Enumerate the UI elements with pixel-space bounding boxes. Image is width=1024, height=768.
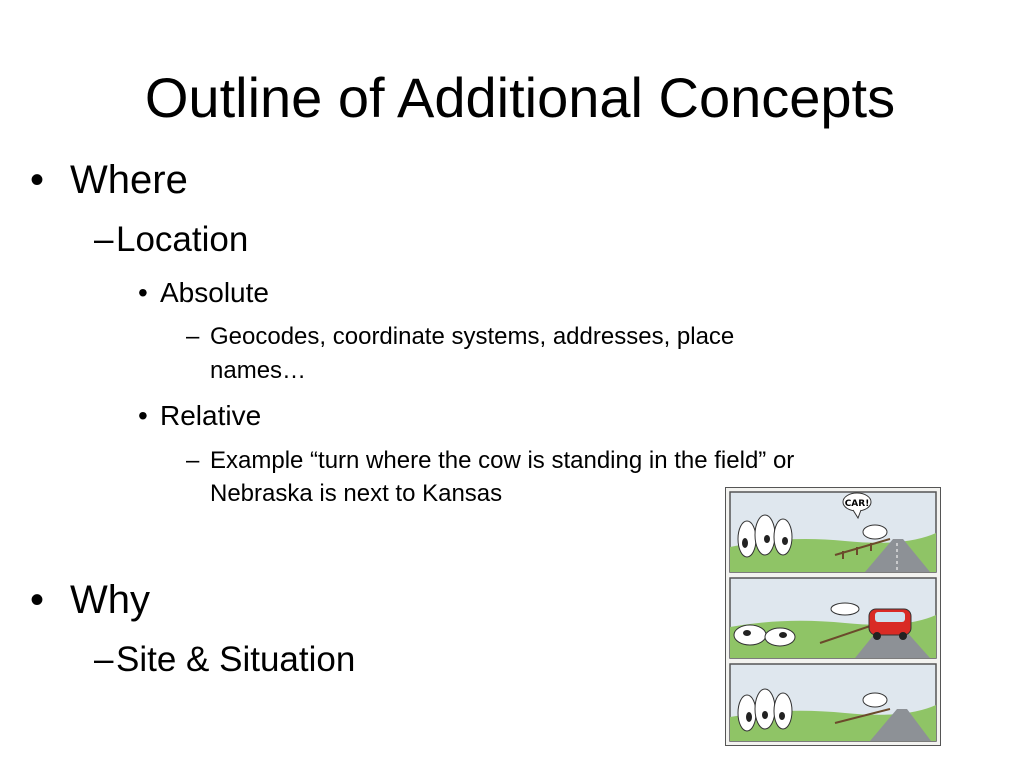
bullet-why: Why	[70, 578, 150, 622]
subbullet-absolute: Absolute	[160, 277, 269, 308]
bullet-marker: •	[30, 578, 45, 622]
red-car	[869, 609, 911, 640]
bullet-where: Where	[70, 158, 188, 202]
bullet-marker: •	[30, 158, 45, 202]
relative-detail-line-1: Example “turn where the cow is standing in the field” or	[210, 447, 795, 474]
speech-bubble-text: CAR!	[844, 499, 870, 509]
subbullet-relative: Relative	[160, 400, 262, 431]
absolute-detail-line-2: names…	[210, 357, 307, 384]
comic-panel-1	[730, 492, 936, 572]
dash-marker: –	[94, 220, 114, 259]
comic-panel-3	[730, 664, 936, 741]
subbullet-site-situation: Site & Situation	[116, 640, 356, 679]
cow-comic-strip	[725, 487, 941, 746]
dash-marker: –	[94, 640, 114, 679]
relative-detail-line-2: Nebraska is next to Kansas	[210, 480, 503, 507]
subbullet-location: Location	[116, 220, 249, 259]
dash-marker: –	[186, 323, 200, 350]
bullet-marker: •	[138, 277, 148, 308]
slide-title: Outline of Additional Concepts	[144, 66, 896, 129]
dash-marker: –	[186, 447, 200, 474]
absolute-detail-line-1: Geocodes, coordinate systems, addresses, place	[210, 323, 735, 350]
comic-panel-2	[730, 578, 936, 658]
bullet-marker: •	[138, 400, 148, 431]
